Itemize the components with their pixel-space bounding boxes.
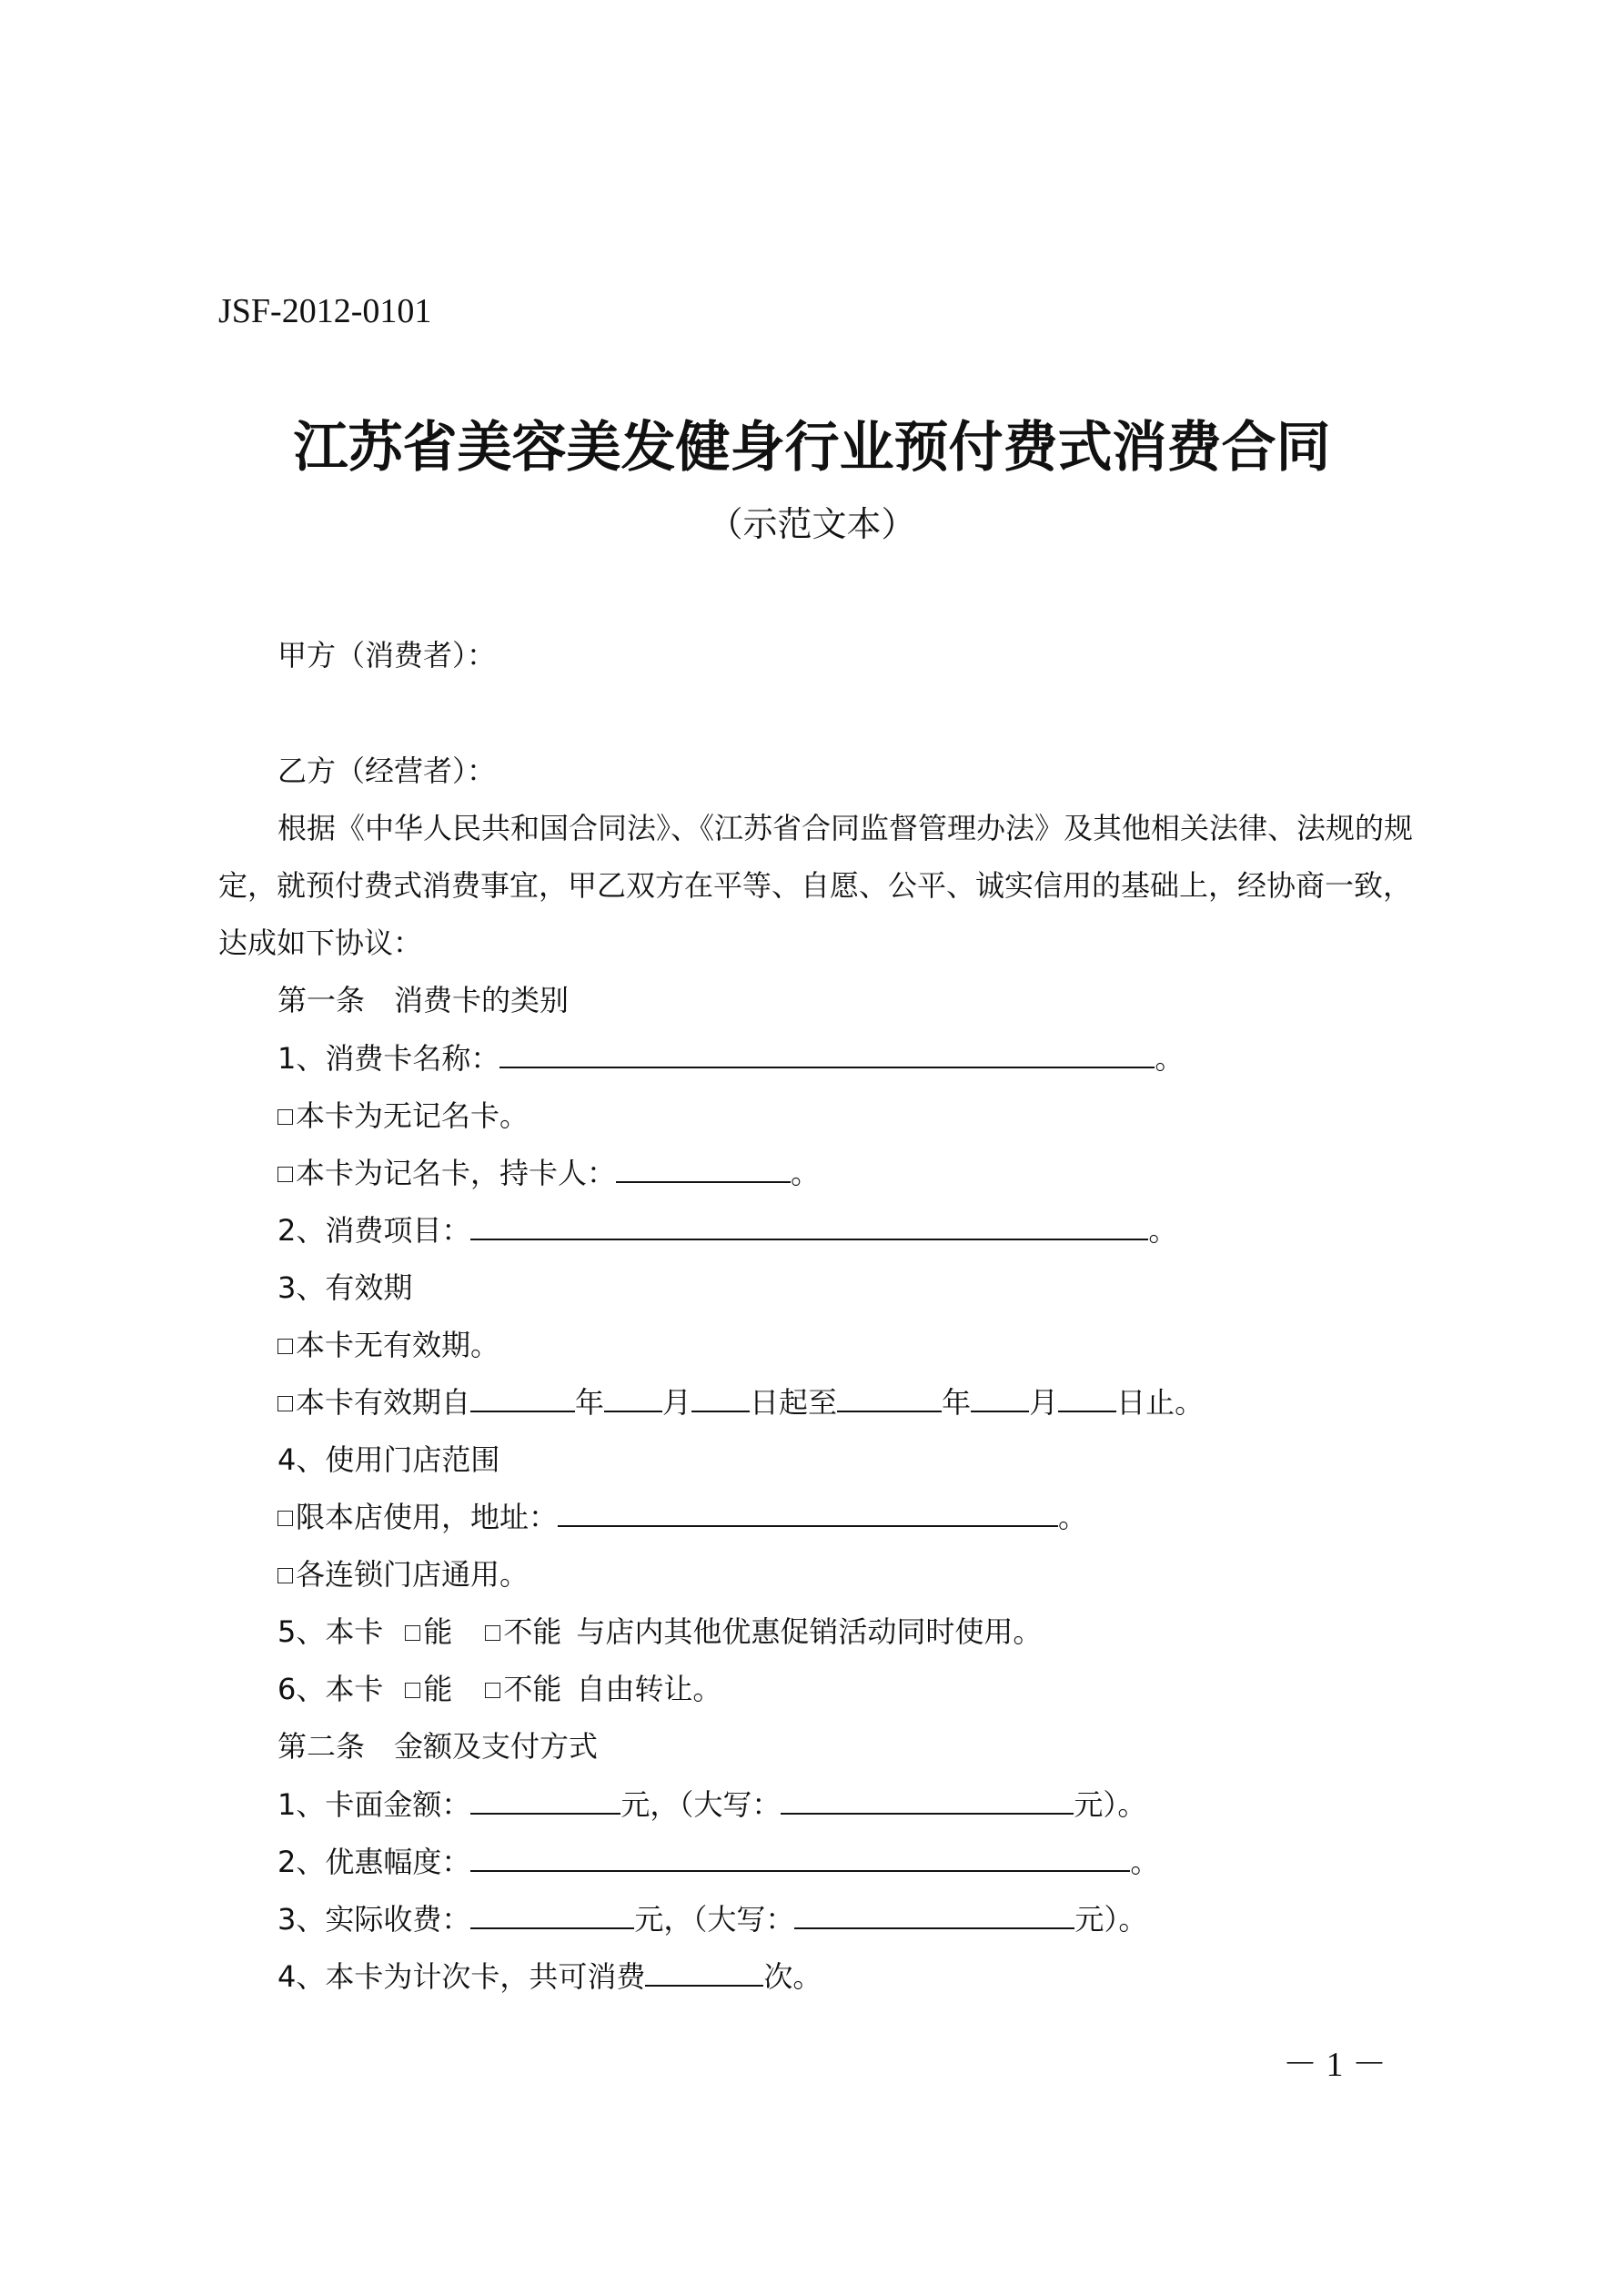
transfer-line [277, 1668, 721, 1710]
face-value-unit: 元，（大写： [620, 1787, 782, 1822]
promotion-line [277, 1611, 1042, 1653]
validity-day-to-label: 日止。 [1116, 1385, 1205, 1420]
transfer-prefix: 6、本卡 [277, 1672, 384, 1706]
count-card-blank[interactable] [645, 1957, 763, 1987]
contract-subtitle: （示范文本） [708, 504, 916, 544]
discount-blank[interactable] [470, 1843, 1130, 1872]
cardholder-blank[interactable] [616, 1154, 791, 1183]
named-card-end: 。 [791, 1156, 821, 1190]
promotion-cannot-label: 不能 [503, 1614, 562, 1649]
promotion-cannot-checkbox[interactable] [485, 1625, 500, 1641]
validity-year2-label: 年 [942, 1385, 972, 1420]
transfer-cannot-label: 不能 [503, 1672, 562, 1706]
validity-period-checkbox[interactable] [277, 1396, 293, 1411]
contract-title: 江苏省美容美发健身行业预付费式消费合同 [293, 416, 1331, 480]
party-a-line: 甲方（消费者）： [277, 638, 497, 673]
actual-fee-line [277, 1898, 1147, 1940]
face-value-end: 元）。 [1074, 1787, 1147, 1822]
party-b-line: 乙方（经营者）： [277, 754, 497, 788]
discount-end: 。 [1130, 1845, 1160, 1879]
document-code: JSF-2012-0101 [218, 292, 432, 330]
actual-fee-blank[interactable] [470, 1900, 634, 1929]
actual-fee-label: 3、实际收费： [277, 1902, 471, 1937]
discount-line [277, 1841, 1159, 1883]
count-card-label: 4、本卡为计次卡，共可消费 [277, 1959, 646, 1994]
article-2-heading: 第二条 金额及支付方式 [277, 1729, 599, 1764]
preamble-line-2: 定，就预付费式消费事宜，甲乙双方在平等、自愿、公平、诚实信用的基础上，经协商一致， [218, 868, 1413, 903]
validity-month-label: 月 [662, 1385, 692, 1420]
face-value-label: 1、卡面金额： [277, 1787, 471, 1822]
promotion-can-label: 能 [423, 1614, 453, 1649]
no-validity-label: 本卡无有效期。 [296, 1328, 500, 1362]
named-card-label: 本卡为记名卡，持卡人： [296, 1156, 617, 1190]
promotion-prefix: 5、本卡 [277, 1614, 384, 1649]
card-name-label: 1、消费卡名称： [277, 1041, 500, 1076]
consumption-items-end: 。 [1148, 1213, 1178, 1248]
validity-period-option [277, 1381, 1204, 1423]
this-store-checkbox[interactable] [277, 1511, 293, 1526]
transfer-can-checkbox[interactable] [405, 1683, 420, 1698]
chain-store-option [277, 1553, 529, 1595]
end-month-blank[interactable] [971, 1383, 1029, 1412]
no-validity-option [277, 1324, 499, 1366]
this-store-option [277, 1496, 1087, 1538]
face-value-blank[interactable] [470, 1785, 620, 1815]
face-value-uppercase-blank[interactable] [781, 1785, 1074, 1815]
validity-prefix: 本卡有效期自 [296, 1385, 471, 1420]
start-year-blank[interactable] [470, 1383, 575, 1412]
start-month-blank[interactable] [604, 1383, 662, 1412]
anonymous-card-option [277, 1095, 529, 1137]
named-card-option [277, 1152, 820, 1194]
no-validity-checkbox[interactable] [277, 1339, 293, 1354]
promotion-can-checkbox[interactable] [405, 1625, 420, 1641]
article-1-heading: 第一条 消费卡的类别 [277, 983, 570, 1017]
consumption-items-line [277, 1209, 1177, 1251]
chain-store-label: 各连锁门店通用。 [296, 1557, 530, 1592]
start-day-blank[interactable] [691, 1383, 750, 1412]
transfer-can-label: 能 [423, 1672, 453, 1706]
store-scope-heading: 4、使用门店范围 [277, 1442, 500, 1477]
transfer-cannot-checkbox[interactable] [485, 1683, 500, 1698]
named-card-checkbox[interactable] [277, 1167, 293, 1182]
card-name-line [277, 1037, 1184, 1079]
count-card-end: 次。 [763, 1959, 822, 1994]
preamble-line-1: 根据《中华人民共和国合同法》、《江苏省合同监督管理办法》及其他相关法律、法规的规 [277, 811, 1414, 845]
store-address-blank[interactable] [558, 1498, 1058, 1527]
card-name-blank[interactable] [499, 1039, 1155, 1068]
anonymous-card-label: 本卡为无记名卡。 [296, 1098, 530, 1133]
promotion-suffix: 与店内其他优惠促销活动同时使用。 [576, 1614, 1043, 1649]
face-value-line [277, 1784, 1146, 1826]
consumption-items-blank[interactable] [470, 1211, 1148, 1240]
transfer-suffix: 自由转让。 [576, 1672, 722, 1706]
actual-fee-unit: 元，（大写： [634, 1902, 795, 1937]
count-card-line [277, 1956, 822, 1998]
validity-year-label: 年 [575, 1385, 605, 1420]
end-day-blank[interactable] [1058, 1383, 1116, 1412]
chain-store-checkbox[interactable] [277, 1568, 293, 1583]
consumption-items-label: 2、消费项目： [277, 1213, 471, 1248]
actual-fee-end: 元）。 [1074, 1902, 1148, 1937]
validity-day-from-label: 日起至 [750, 1385, 838, 1420]
this-store-end: 。 [1058, 1500, 1088, 1534]
end-year-blank[interactable] [837, 1383, 942, 1412]
preamble-line-3: 达成如下协议： [218, 925, 423, 960]
validity-heading: 3、有效期 [277, 1270, 413, 1305]
card-name-end: 。 [1155, 1041, 1185, 1076]
actual-fee-uppercase-blank[interactable] [794, 1900, 1074, 1929]
discount-label: 2、优惠幅度： [277, 1845, 471, 1879]
validity-month2-label: 月 [1029, 1385, 1059, 1420]
anonymous-card-checkbox[interactable] [277, 1109, 293, 1125]
page-number: － 1 － [1283, 2046, 1387, 2084]
this-store-label: 限本店使用，地址： [296, 1500, 559, 1534]
